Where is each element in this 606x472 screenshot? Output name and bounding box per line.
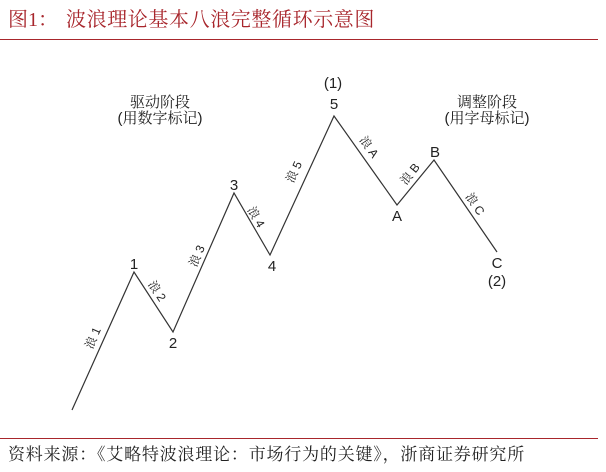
point-label-b: B [429, 144, 441, 161]
impulse-phase-title: 驱动阶段 [129, 94, 191, 111]
impulse-phase-note: (用数字标记) [117, 110, 203, 127]
wave-label-4: 浪 4 [244, 203, 268, 231]
wave-label-2: 浪 2 [145, 277, 169, 305]
corrective-phase-title: 调整阶段 [456, 94, 518, 111]
wave-label-3: 浪 3 [186, 243, 208, 269]
point-label-3: 3 [229, 177, 239, 194]
wave-label-b: 浪 B [397, 160, 423, 188]
cycle-mark-1: (1) [323, 75, 343, 92]
wave-label-a: 浪 A [356, 133, 382, 161]
point-label-4: 4 [267, 258, 277, 275]
corrective-phase-note: (用字母标记) [444, 110, 530, 127]
wave-label-c: 浪 C [462, 190, 488, 218]
wave-label-5: 浪 5 [283, 159, 305, 185]
point-label-2: 2 [168, 335, 178, 352]
figure-number: 图1： [8, 9, 58, 31]
figure-title: 波浪理论基本八浪完整循环示意图 [66, 9, 375, 31]
wave-label-1: 浪 1 [82, 325, 104, 351]
source-note: 资料来源：《艾略特波浪理论：市场行为的关键》，浙商证券研究所 [8, 445, 525, 464]
point-label-c: C [491, 255, 503, 272]
point-label-5: 5 [329, 96, 339, 113]
point-label-a: A [391, 208, 403, 225]
source-rule [0, 438, 598, 439]
point-label-1: 1 [129, 256, 139, 273]
cycle-mark-2: (2) [487, 273, 507, 290]
